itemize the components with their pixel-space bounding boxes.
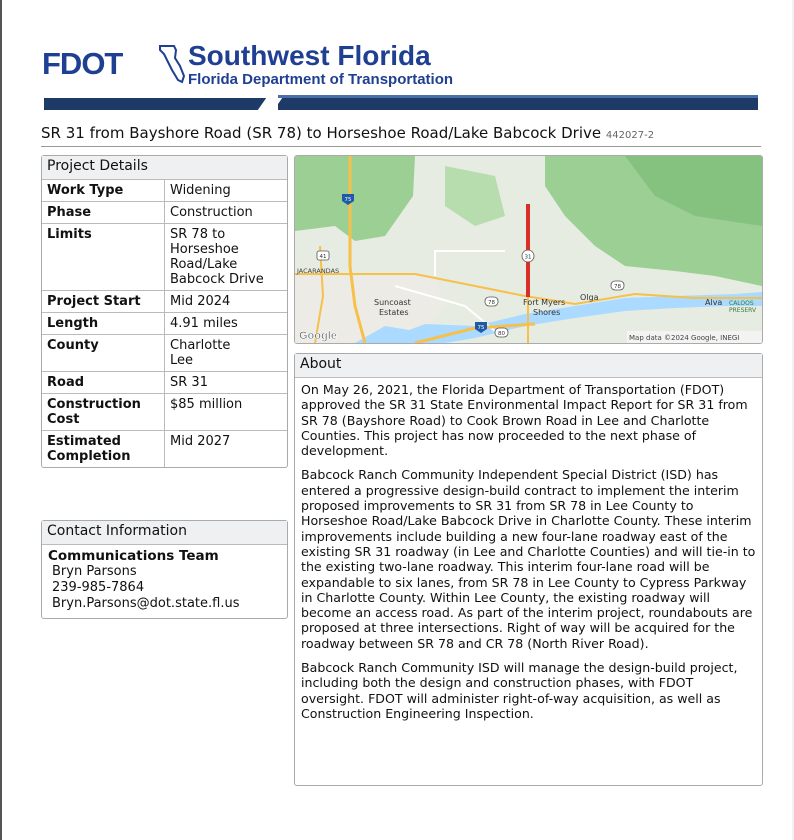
map-label-alva: Alva [705, 298, 723, 307]
fdot-logo[interactable]: FDOT [42, 46, 123, 81]
svg-text:41: 41 [319, 254, 327, 260]
map-label-suncoast: Suncoast [374, 298, 411, 307]
florida-outline-icon [158, 42, 186, 84]
contact-panel [41, 520, 288, 619]
about-paragraph: Babcock Ranch Community ISD will manage the design-build project, including both the design and construction phases, with FDOT oversight. FDOT will administer right-of-way acquisition, as well as Construction Engineering Inspection. [301, 660, 738, 721]
shield-sr80-icon [495, 328, 508, 337]
table-row [42, 180, 287, 202]
detail-value: $85 million [165, 394, 288, 431]
site-title: Southwest Florida [188, 40, 431, 71]
about-heading: About [295, 354, 762, 378]
detail-value: Widening [165, 180, 288, 202]
detail-value: Mid 2024 [165, 291, 288, 313]
detail-value: Mid 2027 [170, 434, 231, 449]
table-row [42, 372, 287, 394]
svg-text:78: 78 [488, 300, 495, 306]
svg-text:75: 75 [344, 197, 352, 203]
table-row [42, 313, 287, 335]
google-logo[interactable]: Google [299, 330, 337, 342]
shield-sr31-icon [522, 250, 534, 262]
table-row [42, 202, 287, 224]
county-charlotte: Charlotte [170, 338, 231, 353]
about-panel [294, 353, 763, 786]
map-label-caloos: CALOOS [729, 300, 754, 307]
site-header [40, 34, 760, 114]
contact-name: Bryn Parsons [52, 564, 137, 579]
map-label-shores: Shores [533, 308, 561, 317]
detail-label: Road [42, 372, 165, 394]
detail-label: County [42, 335, 165, 372]
project-details-table [42, 180, 287, 467]
map-label-jacarandas: JACARANDAS [297, 267, 340, 275]
svg-text:31: 31 [524, 254, 532, 261]
project-details-heading: Project Details [42, 156, 287, 180]
county-lee: Lee [170, 353, 194, 368]
svg-text:75: 75 [477, 325, 485, 331]
about-body [295, 378, 762, 734]
shield-sr78-b-icon [611, 281, 624, 290]
contact-body [42, 545, 287, 618]
detail-label: Limits [42, 224, 165, 291]
detail-label: Construction Cost [42, 394, 165, 431]
map-canvas[interactable] [295, 156, 762, 343]
detail-value [165, 335, 288, 372]
about-paragraph: On May 26, 2021, the Florida Department of Transportation (FDOT) approved the SR 31 State Environmental Impact Report for SR 31 from SR 78 (Bayshore Road) to Cook Brown Road in Lee and Charlotte Counties. This project has now proceeded to the next phase of development. [301, 382, 748, 459]
map-attribution[interactable]: Map data ©2024 Google, INEGI [629, 334, 740, 342]
detail-value: SR 31 [165, 372, 288, 394]
detail-label: Estimated Completion [42, 431, 165, 468]
shield-sr78-a-icon [485, 297, 498, 306]
contact-phone[interactable]: 239-985-7864 [52, 580, 145, 595]
svg-text:80: 80 [498, 331, 505, 337]
project-title-text: SR 31 from Bayshore Road (SR 78) to Horseshoe Road/Lake Babcock Drive [41, 124, 602, 142]
header-bar-left [44, 98, 270, 110]
project-title [41, 124, 761, 142]
title-divider [41, 146, 761, 147]
contact-team: Communications Team [48, 548, 219, 564]
table-row [42, 431, 287, 468]
detail-value: SR 78 to Horseshoe Road/Lake Babcock Drive [165, 224, 288, 291]
detail-label: Phase [42, 202, 165, 224]
detail-value: Construction [165, 202, 288, 224]
project-map[interactable] [294, 155, 763, 344]
project-details-panel [41, 155, 288, 468]
map-label-estates: Estates [379, 308, 409, 317]
site-subtitle: Florida Department of Transportation [188, 71, 454, 88]
detail-label: Length [42, 313, 165, 335]
project-id: 442027-2 [605, 130, 655, 141]
map-label-olga: Olga [580, 293, 599, 302]
header-bar-right [278, 98, 758, 110]
table-row [42, 335, 287, 372]
table-row [42, 224, 287, 291]
about-paragraph: Babcock Ranch Community Independent Special District (ISD) has entered a progressive design-build contract to implement the interim proposed improvements to SR 31 from SR 78 in Lee County to Horseshoe Road/Lake Babcock Drive in Charlotte County. These interim improvements include building a new four-lane roadway east of the existing SR 31 roadway (in Lee and Charlotte Counties) and will tie-in to the existing two-lane roadway. This interim four-lane road will be expandable to six lanes, from SR 78 in Lee County to Cypress Parkway in Charlotte County. Within Lee County, the existing roadway will become an access road. As part of the interim project, roundabouts are proposed at three intersections. Right of way will be acquired for the roadway between SR 78 and CR 78 (North River Road). [301, 467, 756, 651]
shield-us41-icon [317, 251, 329, 260]
map-label-preserv: PRESERV [729, 307, 757, 314]
table-row [42, 394, 287, 431]
detail-value: 4.91 miles [165, 313, 288, 335]
contact-heading: Contact Information [42, 521, 287, 545]
contact-email[interactable]: Bryn.Parsons@dot.state.fl.us [52, 596, 240, 611]
detail-label: Work Type [42, 180, 165, 202]
detail-label: Project Start [42, 291, 165, 313]
svg-text:78: 78 [614, 284, 621, 290]
table-row [42, 291, 287, 313]
map-label-fort-myers: Fort Myers [523, 298, 566, 307]
